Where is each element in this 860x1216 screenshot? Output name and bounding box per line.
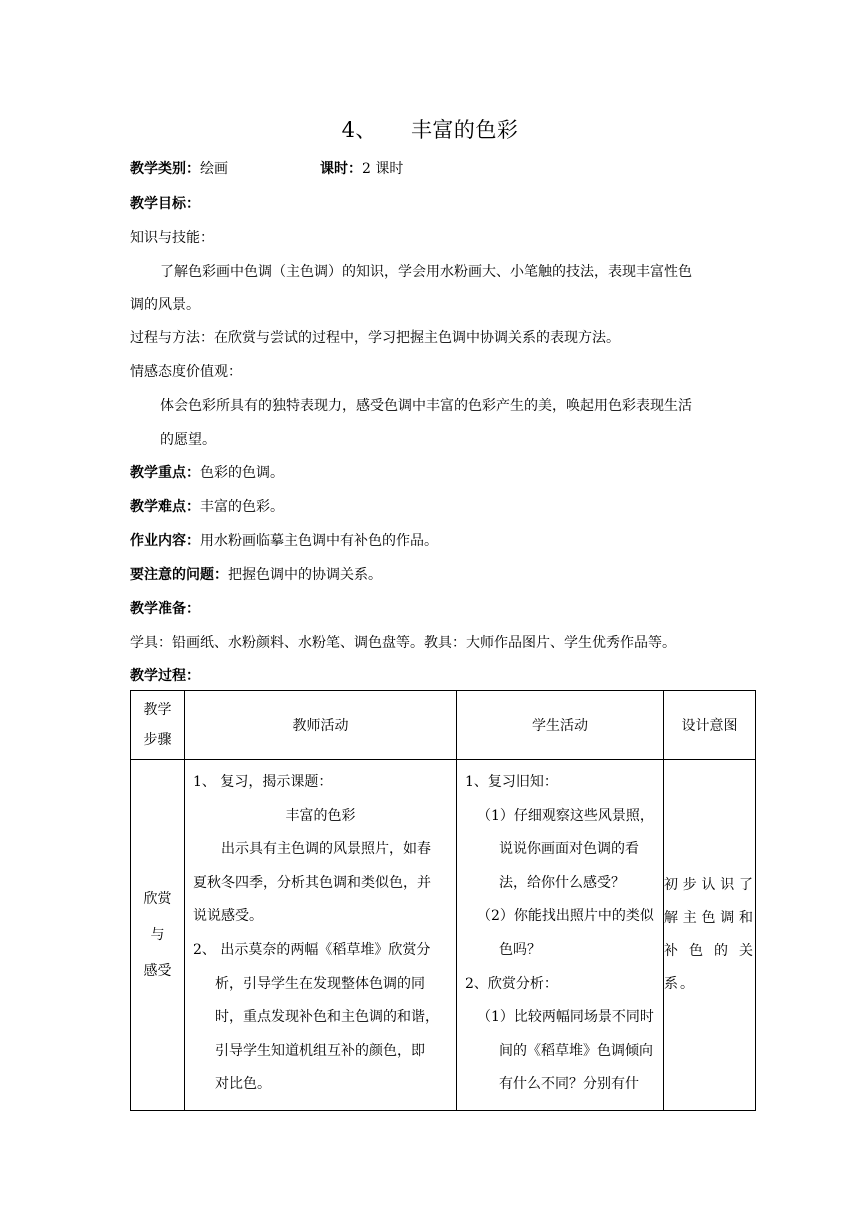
knowledge-text-line1: 了解色彩画中色调（主色调）的知识，学会用水粉画大、小笔触的技法，表现丰富性色 — [160, 264, 692, 280]
homework-line — [130, 530, 438, 550]
teaching-process-table — [130, 690, 756, 1111]
difficulty-label: 教学难点： — [130, 499, 200, 515]
category-label: 教学类别： — [130, 161, 200, 177]
preparation-text: 学具：铅画纸、水粉颜料、水粉笔、调色盘等。教具：大师作品图片、学生优秀作品等。 — [130, 635, 676, 651]
emotion-label: 情感态度价值观： — [130, 364, 242, 380]
homework-label: 作业内容： — [130, 533, 200, 549]
difficulty-value: 丰富的色彩。 — [200, 499, 284, 515]
page-title — [0, 114, 860, 144]
header-intent: 设计意图 — [664, 691, 756, 760]
header-step: 教学 步骤 — [131, 691, 185, 760]
student-activity-cell: 1、复习旧知： （1）仔细观察这些风景照， 说说你画面对色调的看 法，给你什么感受？ （2）你能找出照片中的类似 色吗？ 2、欣赏分析： （1）比较两幅同场景不同时 间的《稻草堆》色调倾向 有什么不同？分别有什 — [457, 760, 664, 1111]
table-header-row — [131, 691, 756, 760]
time-label: 课时： — [320, 161, 362, 177]
key-point-line — [130, 462, 284, 482]
process-method-text: 过程与方法：在欣赏与尝试的过程中，学习把握主色调中协调关系的表现方法。 — [130, 330, 620, 346]
category-line — [130, 158, 228, 178]
attention-line — [130, 564, 382, 584]
step-cell: 欣赏 与 感受 — [131, 760, 185, 1111]
time-value: 2 课时 — [362, 161, 404, 177]
table-row — [131, 760, 756, 1111]
design-intent-cell: 初步认识了解主色调和补色的关系。 — [664, 760, 756, 1111]
homework-value: 用水粉画临摹主色调中有补色的作品。 — [200, 533, 438, 549]
difficulty-line — [130, 496, 284, 516]
preparation-heading: 教学准备： — [130, 601, 200, 617]
objectives-heading: 教学目标： — [130, 196, 200, 212]
key-point-label: 教学重点： — [130, 465, 200, 481]
key-point-value: 色彩的色调。 — [200, 465, 284, 481]
category-value: 绘画 — [200, 161, 228, 177]
title-number: 4、 — [341, 118, 377, 142]
attention-value: 把握色调中的协调关系。 — [228, 567, 382, 583]
knowledge-label: 知识与技能： — [130, 230, 214, 246]
lesson-time — [320, 158, 403, 178]
teacher-activity-cell: 1、 复习，揭示课题： 丰富的色彩 出示具有主色调的风景照片，如春 夏秋冬四季，分析其色调和类似色，并 说说感受。 2、 出示莫奈的两幅《稻草堆》欣赏分 析，引导学生在发现整体色调的同 时，重点发现补色和主色调的和谐， 引导学生知道机组互补的颜色，即 对比色。 — [185, 760, 457, 1111]
process-heading: 教学过程： — [130, 668, 200, 684]
header-student: 学生活动 — [457, 691, 664, 760]
header-teacher: 教师活动 — [185, 691, 457, 760]
knowledge-text-line2: 调的风景。 — [130, 297, 200, 313]
emotion-text-line1: 体会色彩所具有的独特表现力，感受色调中丰富的色彩产生的美，唤起用色彩表现生活 — [160, 398, 692, 414]
emotion-text-line2: 的愿望。 — [160, 432, 216, 448]
title-text: 丰富的色彩 — [410, 118, 519, 142]
attention-label: 要注意的问题： — [130, 567, 228, 583]
